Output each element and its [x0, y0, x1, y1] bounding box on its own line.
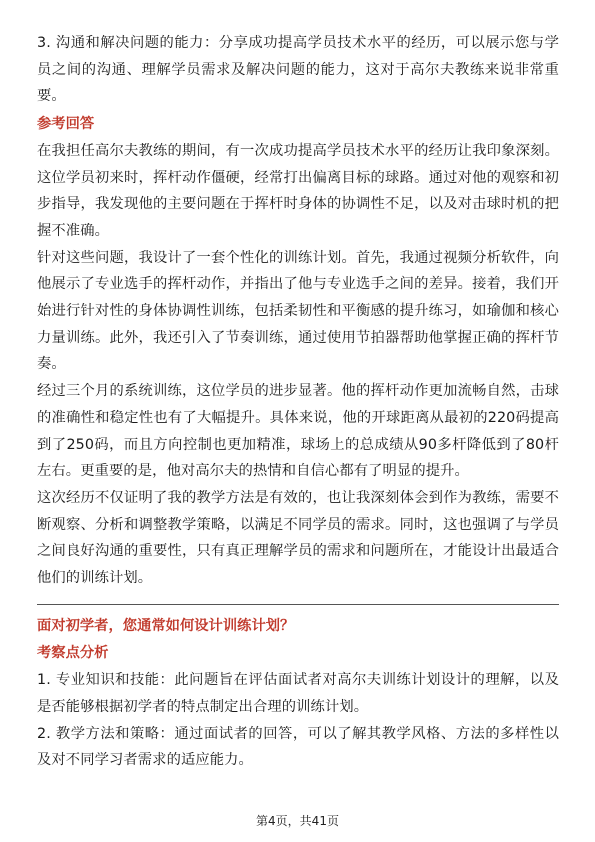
analysis-heading: 考察点分析: [37, 645, 109, 662]
point-3-text: 3. 沟通和解决问题的能力：分享成功提高学员技术水平的经历，可以展示您与学员之间的沟通、理解学员需求及解决问题的能力，这对于高尔夫教练来说非常重要。: [37, 35, 559, 105]
question-title: 面对初学者，您通常如何设计训练计划？: [37, 617, 295, 634]
reference-answer-heading: 参考回答: [37, 116, 95, 133]
document-page: [37, 30, 559, 774]
section-divider: [37, 604, 559, 605]
answer-paragraph-3: 经过三个月的系统训练，这位学员的进步显著。他的挥杆动作更加流畅自然，击球的准确性和稳定性也有了大幅提升。具体来说，他的开球距离从最初的220码提高到了250码，而且方向控制也更加精准，球场上的总成绩从90多杆降低到了80杆左右。更重要的是，他对高尔夫的热情和自信心都有了明显的提升。: [37, 383, 559, 480]
answer-paragraph-4: 这次经历不仅证明了我的教学方法是有效的，也让我深刻体会到作为教练，需要不断观察、分析和调整教学策略，以满足不同学员的需求。同时，这也强调了与学员之间良好沟通的重要性，只有真正理解学员的需求和问题所在，才能设计出最适合他们的训练计划。: [37, 489, 559, 587]
analysis-point-1: 1. 专业知识和技能：此问题旨在评估面试者对高尔夫训练计划设计的理解，以及是否能够根据初学者的特点制定出合理的训练计划。: [37, 672, 559, 715]
page-footer: 第4页，共41页: [256, 814, 339, 828]
answer-paragraph-1: 在我担任高尔夫教练的期间，有一次成功提高学员技术水平的经历让我印象深刻。这位学员初来时，挥杆动作僵硬，经常打出偏离目标的球路。通过对他的观察和初步指导，我发现他的主要问题在于挥杆时身体的协调性不足，以及对击球时机的把握不准确。: [37, 142, 559, 239]
answer-paragraph-2: 针对这些问题，我设计了一套个性化的训练计划。首先，我通过视频分析软件，向他展示了专业选手的挥杆动作，并指出了他与专业选手之间的差异。接着，我们开始进行针对性的身体协调性训练，包括柔韧性和平衡感的提升练习，如瑜伽和核心力量训练。此外，我还引入了节奏训练，通过使用节拍器帮助他掌握正确的挥杆节奏。: [37, 249, 559, 373]
analysis-point-2: 2. 教学方法和策略：通过面试者的回答，可以了解其教学风格、方法的多样性以及对不同学习者需求的适应能力。: [37, 725, 559, 769]
